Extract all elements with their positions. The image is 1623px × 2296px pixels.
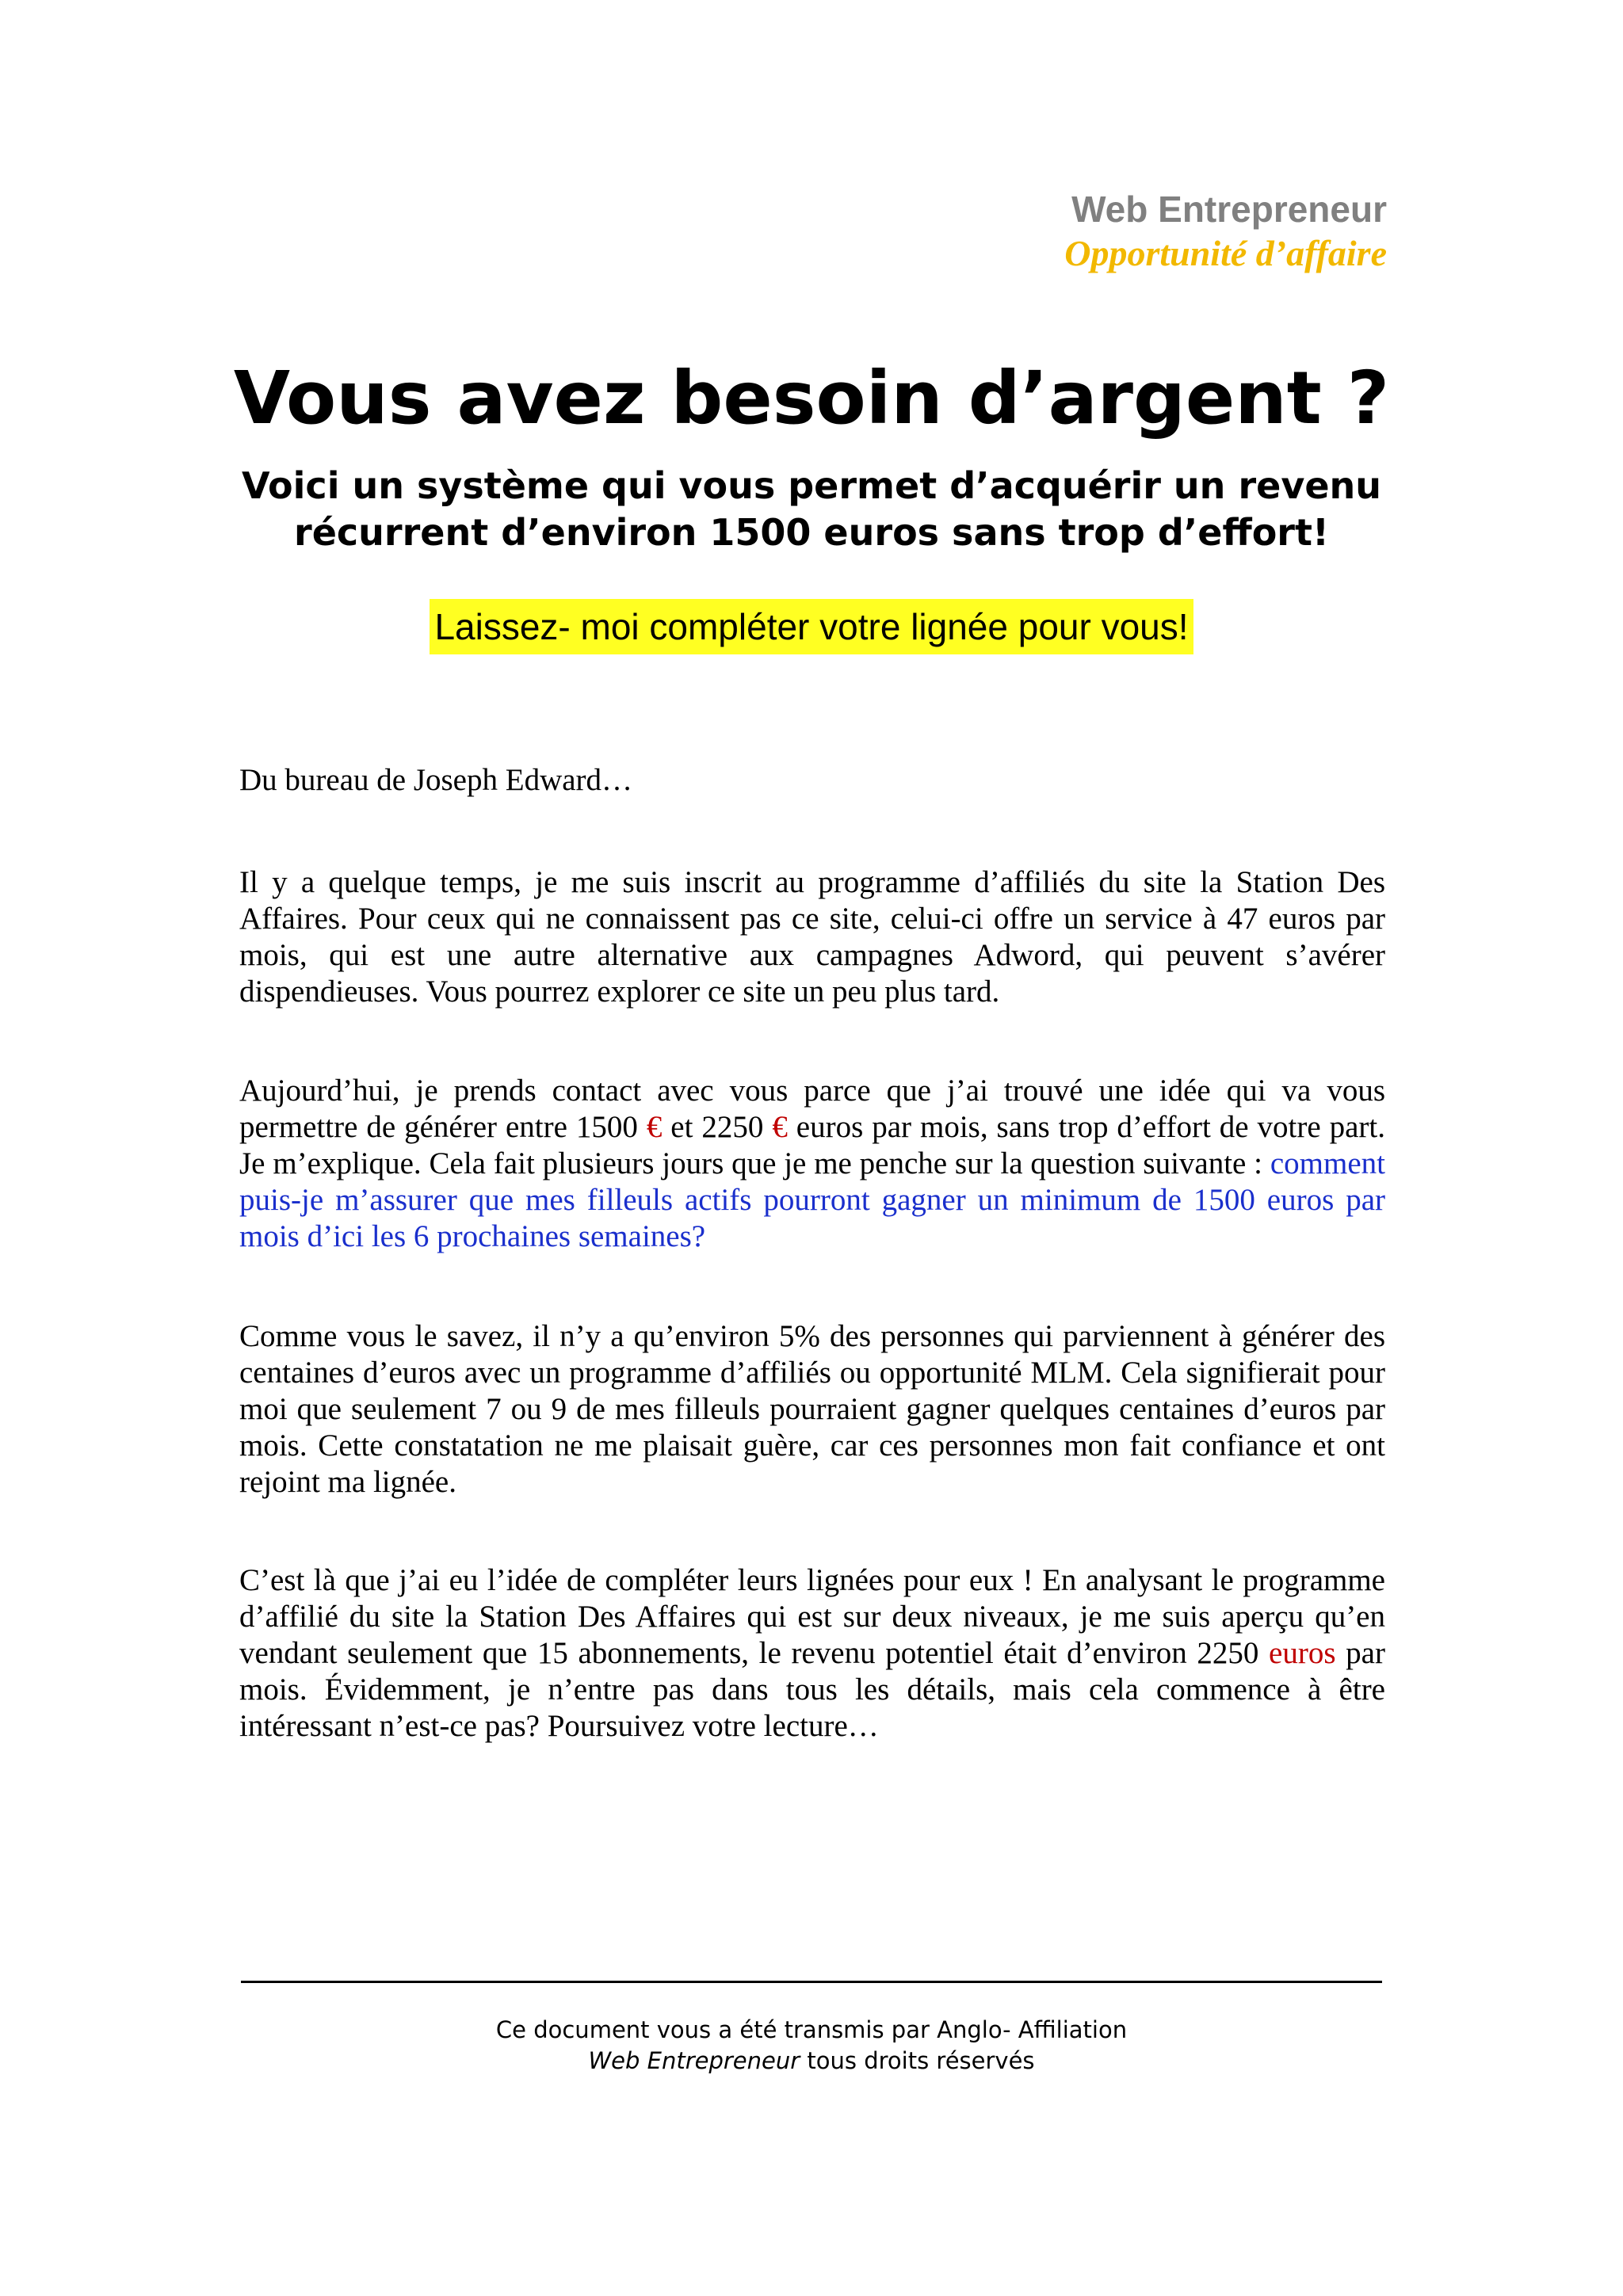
brand-block	[1064, 187, 1387, 276]
greeting-paragraph	[239, 762, 1385, 799]
greeting-text: Du bureau de Joseph Edward…	[239, 763, 633, 797]
paragraph-4	[239, 1562, 1385, 1745]
paragraph-4-text	[239, 1562, 1385, 1745]
key-question: comment puis-je m’assurer que mes filleuls actifs pourront gagner un minimum de 1500 euros par mois d’ici les 6 prochaines semaines?	[239, 1146, 1385, 1253]
euro-symbol: €	[646, 1110, 663, 1144]
highlighted-callout: Laissez- moi compléter votre lignée pour vous!	[430, 599, 1193, 654]
footer-rights: tous droits réservés	[800, 2047, 1035, 2074]
footer-divider	[241, 1981, 1382, 1983]
footer	[0, 2015, 1623, 2077]
euros-word: euros	[1269, 1636, 1336, 1670]
paragraph-2-part-a: Aujourd’hui, je prends contact avec vous parce que j’ai trouvé une idée qui va vous permettre de générer entre 1500	[239, 1074, 1385, 1144]
paragraph-4-part-a: C’est là que j’ai eu l’idée de compléter leurs lignées pour eux ! En analysant le programme d’affilié du site la Station Des Affaires qui est sur deux niveaux, je me suis aperçu qu’en vendant seulement que 15 abonnements, le revenu potentiel était d’environ 2250	[239, 1563, 1385, 1670]
footer-line-2	[0, 2046, 1623, 2077]
footer-line-1: Ce document vous a été transmis par Anglo- Affiliation	[495, 2016, 1128, 2043]
euro-symbol: €	[772, 1110, 788, 1144]
footer-brand: Web Entrepreneur	[588, 2047, 800, 2074]
subheadline-line-1: Voici un système qui vous permet d’acquérir un revenu	[241, 464, 1382, 507]
paragraph-1	[239, 864, 1385, 1010]
paragraph-3-text: Comme vous le savez, il n’y a qu’environ 5% des personnes qui parviennent à générer des centaines d’euros avec un programme d’affiliés ou opportunité MLM. Cela signifierait pour moi que seulement 7 ou 9 de mes filleuls pourraient gagner quelques centaines d’euros par mois. Cette constatation ne me plaisait guère, car ces personnes mon fait confiance et ont rejoint ma lignée.	[239, 1319, 1385, 1499]
highlight-block	[0, 599, 1623, 654]
paragraph-1-text: Il y a quelque temps, je me suis inscrit au programme d’affiliés du site la Station Des Affaires. Pour ceux qui ne connaissent pas ce site, celui-ci offre un service à 47 euros par mois, qui est une autre alternative aux campagnes Adword, qui peuvent s’avérer dispendieuses. Vous pourrez explorer ce site un peu plus tard.	[239, 865, 1385, 1009]
paragraph-2-part-b: et 2250	[662, 1110, 773, 1144]
paragraph-2-text	[239, 1073, 1385, 1255]
paragraph-3	[239, 1318, 1385, 1501]
brand-name: Web Entrepreneur	[1071, 189, 1387, 230]
paragraph-2	[239, 1073, 1385, 1255]
brand-tagline: Opportunité d’affaire	[1064, 233, 1387, 273]
page-title: Vous avez besoin d’argent ?	[233, 356, 1390, 441]
paragraph-2-part-c: euros par mois, sans trop d’effort de votre part. Je m’explique. Cela fait plusieurs jours que je me penche sur la question suivante :	[239, 1110, 1386, 1180]
subheadline	[0, 463, 1623, 556]
paragraph-4-part-b: par mois. Évidemment, je n’entre pas dans tous les détails, mais cela commence à être intéressant n’est-ce pas? Poursuivez votre lecture…	[239, 1636, 1385, 1743]
subheadline-line-2: récurrent d’environ 1500 euros sans trop d’effort!	[294, 511, 1329, 554]
